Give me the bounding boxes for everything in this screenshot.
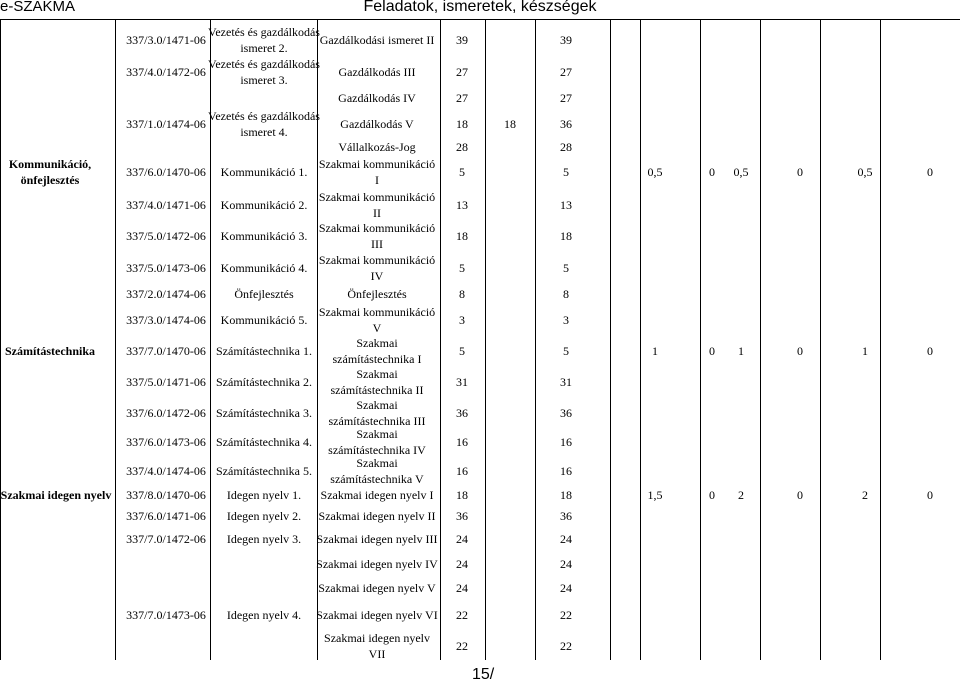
module-code-cell: 337/6.0/1471-06 bbox=[126, 509, 206, 523]
hours-value: 22 bbox=[456, 608, 468, 622]
module-code-cell: 337/7.0/1473-06 bbox=[126, 608, 206, 622]
topic-cell: számítástechnika V bbox=[330, 472, 424, 486]
group-cell: önfejlesztés bbox=[20, 173, 80, 187]
topic-cell: I bbox=[375, 173, 379, 187]
weekly-hours-value: 0 bbox=[797, 344, 803, 358]
module-code-cell: 337/3.0/1471-06 bbox=[126, 33, 206, 47]
hours-value: 5 bbox=[563, 344, 569, 358]
task-cell: Idegen nyelv 1. bbox=[226, 488, 302, 502]
task-cell: Kommunikáció 1. bbox=[220, 165, 308, 179]
topic-cell: Szakmai bbox=[356, 456, 398, 470]
module-code-cell: 337/5.0/1472-06 bbox=[126, 229, 206, 243]
weekly-hours-value: 0,5 bbox=[857, 165, 873, 179]
weekly-hours-value: 1 bbox=[738, 344, 744, 358]
module-code-cell: 337/4.0/1472-06 bbox=[126, 65, 206, 79]
task-cell: ismeret 2. bbox=[240, 41, 288, 55]
hours-value: 5 bbox=[563, 261, 569, 275]
weekly-hours-value: 1 bbox=[862, 344, 868, 358]
task-cell: Vezetés és gazdálkodás bbox=[208, 25, 320, 39]
topic-cell: Gazdálkodás III bbox=[338, 65, 416, 79]
hours-value: 13 bbox=[456, 198, 468, 212]
task-cell: Idegen nyelv 2. bbox=[226, 509, 302, 523]
group-cell: Számítástechnika bbox=[5, 344, 95, 358]
hours-value: 24 bbox=[456, 557, 468, 571]
topic-cell: Gazdálkodási ismeret II bbox=[319, 33, 435, 47]
topic-cell: Szakmai idegen nyelv III bbox=[316, 532, 438, 546]
topic-cell: Szakmai kommunikáció bbox=[318, 157, 436, 171]
hours-value: 22 bbox=[560, 608, 572, 622]
topic-cell: Szakmai kommunikáció bbox=[318, 253, 436, 267]
hours-value: 27 bbox=[560, 65, 572, 79]
hours-value: 8 bbox=[459, 287, 465, 301]
hours-value: 31 bbox=[456, 375, 468, 389]
weekly-hours-value: 0 bbox=[797, 165, 803, 179]
weekly-hours-value: 0 bbox=[709, 344, 715, 358]
module-code-cell: 337/6.0/1473-06 bbox=[126, 435, 206, 449]
weekly-hours-value: 1,5 bbox=[647, 488, 663, 502]
module-code-cell: 337/3.0/1474-06 bbox=[126, 313, 206, 327]
hours-value: 22 bbox=[560, 639, 572, 653]
topic-cell: Gazdálkodás IV bbox=[338, 91, 416, 105]
topic-cell: III bbox=[371, 237, 383, 251]
module-code-cell: 337/8.0/1470-06 bbox=[126, 488, 206, 502]
topic-cell: Szakmai bbox=[356, 427, 398, 441]
module-code-cell: 337/5.0/1473-06 bbox=[126, 261, 206, 275]
task-cell: Vezetés és gazdálkodás bbox=[208, 57, 320, 71]
topic-cell: V bbox=[372, 321, 382, 335]
task-cell: ismeret 3. bbox=[240, 73, 288, 87]
task-cell: Önfejlesztés bbox=[234, 287, 294, 301]
topic-cell: Vállalkozás-Jog bbox=[338, 140, 416, 154]
task-cell: Számítástechnika 4. bbox=[216, 435, 312, 449]
module-code-cell: 337/4.0/1471-06 bbox=[126, 198, 206, 212]
page-title: Feladatok, ismeretek, készségek bbox=[363, 0, 597, 15]
hours-value: 5 bbox=[459, 165, 465, 179]
topic-cell: VII bbox=[368, 647, 386, 661]
hours-value: 36 bbox=[560, 406, 572, 420]
module-code-cell: 337/7.0/1472-06 bbox=[126, 532, 206, 546]
hours-value: 36 bbox=[560, 117, 572, 131]
task-cell: Kommunikáció 5. bbox=[220, 313, 308, 327]
weekly-hours-value: 0 bbox=[709, 165, 715, 179]
topic-cell: Szakmai bbox=[356, 398, 398, 412]
brand-logo-text: e-SZAKMA bbox=[0, 0, 76, 15]
hours-value: 18 bbox=[456, 229, 468, 243]
topic-cell: Szakmai idegen nyelv I bbox=[320, 488, 434, 502]
module-code-cell: 337/6.0/1470-06 bbox=[126, 165, 206, 179]
weekly-hours-value: 0 bbox=[927, 165, 933, 179]
topic-cell: Szakmai idegen nyelv V bbox=[318, 581, 436, 595]
topic-cell: II bbox=[373, 206, 381, 220]
hours-value: 16 bbox=[456, 464, 468, 478]
topic-cell: Önfejlesztés bbox=[347, 287, 407, 301]
topic-cell: Szakmai kommunikáció bbox=[318, 190, 436, 204]
hours-value: 5 bbox=[459, 344, 465, 358]
weekly-hours-value: 0,5 bbox=[647, 165, 663, 179]
hours-value: 27 bbox=[456, 65, 468, 79]
topic-cell: számítástechnika IV bbox=[328, 443, 426, 457]
hours-value: 13 bbox=[560, 198, 572, 212]
page-number: 15/ bbox=[472, 666, 495, 683]
topic-cell: számítástechnika III bbox=[328, 414, 426, 428]
weekly-hours-value: 2 bbox=[862, 488, 868, 502]
task-cell: Számítástechnika 1. bbox=[216, 344, 312, 358]
module-code-cell: 337/1.0/1474-06 bbox=[126, 117, 206, 131]
hours-value: 16 bbox=[560, 464, 572, 478]
hours-value: 36 bbox=[456, 509, 468, 523]
hours-value: 5 bbox=[459, 261, 465, 275]
topic-cell: Szakmai bbox=[356, 336, 398, 350]
module-code-cell: 337/5.0/1471-06 bbox=[126, 375, 206, 389]
hours-value: 22 bbox=[456, 639, 468, 653]
hours-value: 27 bbox=[456, 91, 468, 105]
module-code-cell: 337/4.0/1474-06 bbox=[126, 464, 206, 478]
topic-cell: Szakmai kommunikáció bbox=[318, 221, 436, 235]
weekly-hours-value: 1 bbox=[652, 344, 658, 358]
hours-value: 18 bbox=[560, 229, 572, 243]
task-cell: Számítástechnika 5. bbox=[216, 464, 312, 478]
hours-value: 18 bbox=[456, 117, 468, 131]
module-code-cell: 337/6.0/1472-06 bbox=[126, 406, 206, 420]
hours-value: 28 bbox=[456, 140, 468, 154]
weekly-hours-value: 0 bbox=[927, 344, 933, 358]
hours-value: 8 bbox=[563, 287, 569, 301]
hours-value: 16 bbox=[560, 435, 572, 449]
topic-cell: számítástechnika I bbox=[332, 352, 422, 366]
hours-value: 3 bbox=[459, 313, 465, 327]
hours-value: 3 bbox=[563, 313, 569, 327]
task-cell: Kommunikáció 4. bbox=[220, 261, 308, 275]
topic-cell: Szakmai idegen nyelv bbox=[324, 631, 430, 645]
task-cell: Kommunikáció 2. bbox=[220, 198, 308, 212]
topic-cell: Szakmai idegen nyelv IV bbox=[316, 557, 438, 571]
hours-value: 36 bbox=[560, 509, 572, 523]
hours-value: 16 bbox=[456, 435, 468, 449]
topic-cell: Gazdálkodás V bbox=[340, 117, 414, 131]
weekly-hours-value: 0,5 bbox=[733, 165, 749, 179]
hours-value: 18 bbox=[456, 488, 468, 502]
hours-value: 36 bbox=[456, 406, 468, 420]
hours-value: 18 bbox=[504, 117, 516, 131]
weekly-hours-value: 0 bbox=[709, 488, 715, 502]
hours-value: 5 bbox=[563, 165, 569, 179]
weekly-hours-value: 0 bbox=[927, 488, 933, 502]
weekly-hours-value: 0 bbox=[797, 488, 803, 502]
topic-cell: Szakmai idegen nyelv VI bbox=[316, 608, 438, 622]
module-code-cell: 337/2.0/1474-06 bbox=[126, 287, 206, 301]
hours-value: 24 bbox=[560, 557, 572, 571]
topic-cell: Szakmai kommunikáció bbox=[318, 305, 436, 319]
hours-value: 31 bbox=[560, 375, 572, 389]
hours-value: 24 bbox=[560, 532, 572, 546]
topic-cell: Szakmai idegen nyelv II bbox=[318, 509, 436, 523]
hours-value: 39 bbox=[456, 33, 468, 47]
hours-value: 39 bbox=[560, 33, 572, 47]
hours-value: 27 bbox=[560, 91, 572, 105]
task-cell: Idegen nyelv 3. bbox=[226, 532, 302, 546]
task-cell: Idegen nyelv 4. bbox=[226, 608, 302, 622]
hours-value: 18 bbox=[560, 488, 572, 502]
task-cell: Vezetés és gazdálkodás bbox=[208, 109, 320, 123]
module-code-cell: 337/7.0/1470-06 bbox=[126, 344, 206, 358]
hours-value: 24 bbox=[560, 581, 572, 595]
task-cell: Számítástechnika 3. bbox=[216, 406, 312, 420]
group-cell: Kommunikáció, bbox=[8, 157, 92, 171]
topic-cell: Szakmai bbox=[356, 367, 398, 381]
topic-cell: IV bbox=[370, 269, 384, 283]
topic-cell: számítástechnika II bbox=[330, 383, 424, 397]
hours-value: 28 bbox=[560, 140, 572, 154]
hours-value: 24 bbox=[456, 532, 468, 546]
task-cell: ismeret 4. bbox=[240, 125, 288, 139]
group-cell: Szakmai idegen nyelv bbox=[0, 488, 112, 502]
hours-value: 24 bbox=[456, 581, 468, 595]
task-cell: Kommunikáció 3. bbox=[220, 229, 308, 243]
task-cell: Számítástechnika 2. bbox=[216, 375, 312, 389]
weekly-hours-value: 2 bbox=[738, 488, 744, 502]
